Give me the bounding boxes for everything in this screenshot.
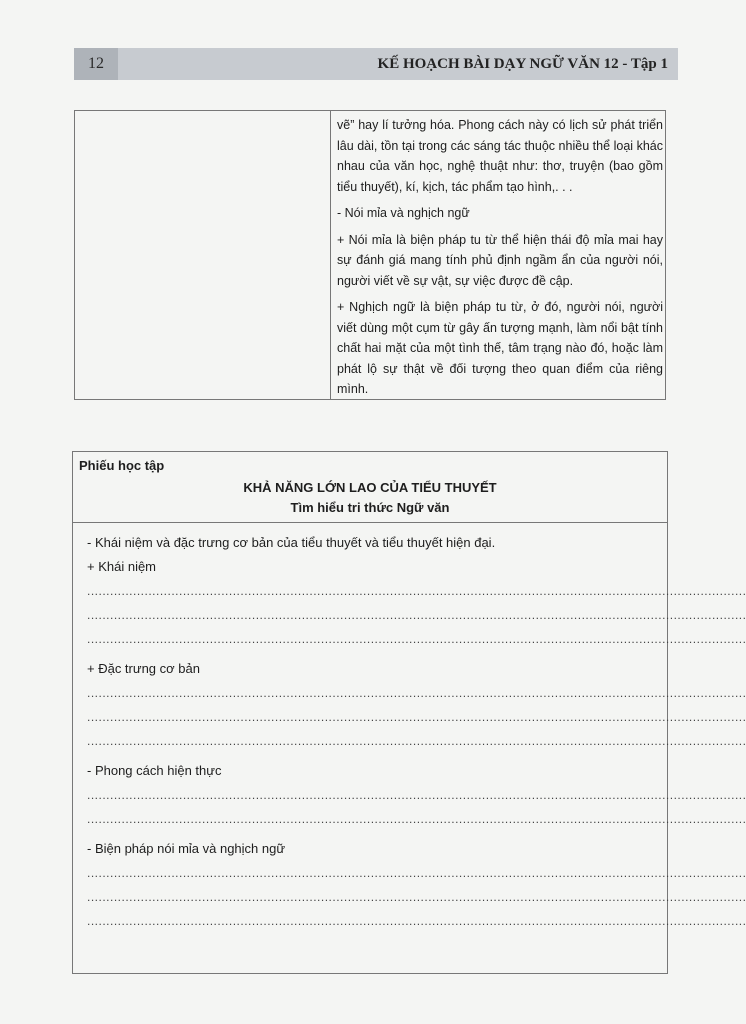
table-left-column [75,111,331,399]
item-concept: + Khái niệm [87,559,157,574]
worksheet-label: Phiếu học tập [79,458,165,473]
continued-table [74,110,666,400]
answer-line[interactable]: ............................................................................................................................................................................ [87,584,746,598]
table-right-column [337,115,663,406]
worksheet-intro: - Khái niệm và đặc trưng cơ bản của tiểu thuyết và tiểu thuyết hiện đại. [87,535,496,550]
page-header [74,48,678,80]
answer-line[interactable]: ............................................................................................................................................................................ [87,866,746,880]
irony-definition: + Nói mỉa là biện pháp tu từ thể hiện thái độ mỉa mai hay sự đánh giá mang tính phủ định ngầm ẩn của người nói, người viết về sự vật, sự việc được đề cập. [337,232,663,288]
page-number: 12 [74,48,118,80]
item-features: + Đặc trưng cơ bản [87,661,200,676]
item-irony: - Biện pháp nói mỉa và nghịch ngữ [87,841,286,856]
oxymoron-definition: + Nghịch ngữ là biện pháp tu từ, ở đó, người nói, người viết dùng một cụm từ gây ấn tượng mạnh, làm nổi bật tính chất hai mặt của một tình thế, tâm trạng nào đó, hoặc làm phát lộ sự thật về đối tượng theo quan điểm của riêng mình. [337,300,663,396]
answer-line[interactable]: ............................................................................................................................................................................ [87,710,746,724]
answer-line[interactable]: ............................................................................................................................................................................ [87,686,746,700]
worksheet-header [73,452,667,523]
worksheet [72,451,746,974]
answer-line[interactable]: ............................................................................................................................................................................ [87,812,746,826]
worksheet-title: KHẢ NĂNG LỚN LAO CỦA TIỂU THUYẾT [243,480,497,495]
worksheet-subtitle: Tìm hiểu tri thức Ngữ văn [290,500,450,515]
answer-line[interactable]: ............................................................................................................................................................................ [87,608,746,622]
answer-line[interactable]: ............................................................................................................................................................................ [87,914,746,928]
answer-line[interactable]: ............................................................................................................................................................................ [87,734,746,748]
worksheet-body [73,523,746,933]
answer-line[interactable]: ............................................................................................................................................................................ [87,890,746,904]
answer-line[interactable]: ............................................................................................................................................................................ [87,632,746,646]
item-realism: - Phong cách hiện thực [87,763,222,778]
irony-heading: - Nói mỉa và nghịch ngữ [337,206,470,220]
answer-line[interactable]: ............................................................................................................................................................................ [87,788,746,802]
book-title: KẾ HOẠCH BÀI DẠY NGỮ VĂN 12 - Tập 1 [377,56,668,72]
realism-paragraph: vẽ” hay lí tưởng hóa. Phong cách này có lịch sử phát triển lâu dài, tồn tại trong các sáng tác thuộc nhiều thể loại khác nhau của văn học, nghệ thuật như: thơ, truyện (bao gồm tiểu thuyết), kí, kịch, tác phẩm tạo hình,. . . [337,118,663,194]
